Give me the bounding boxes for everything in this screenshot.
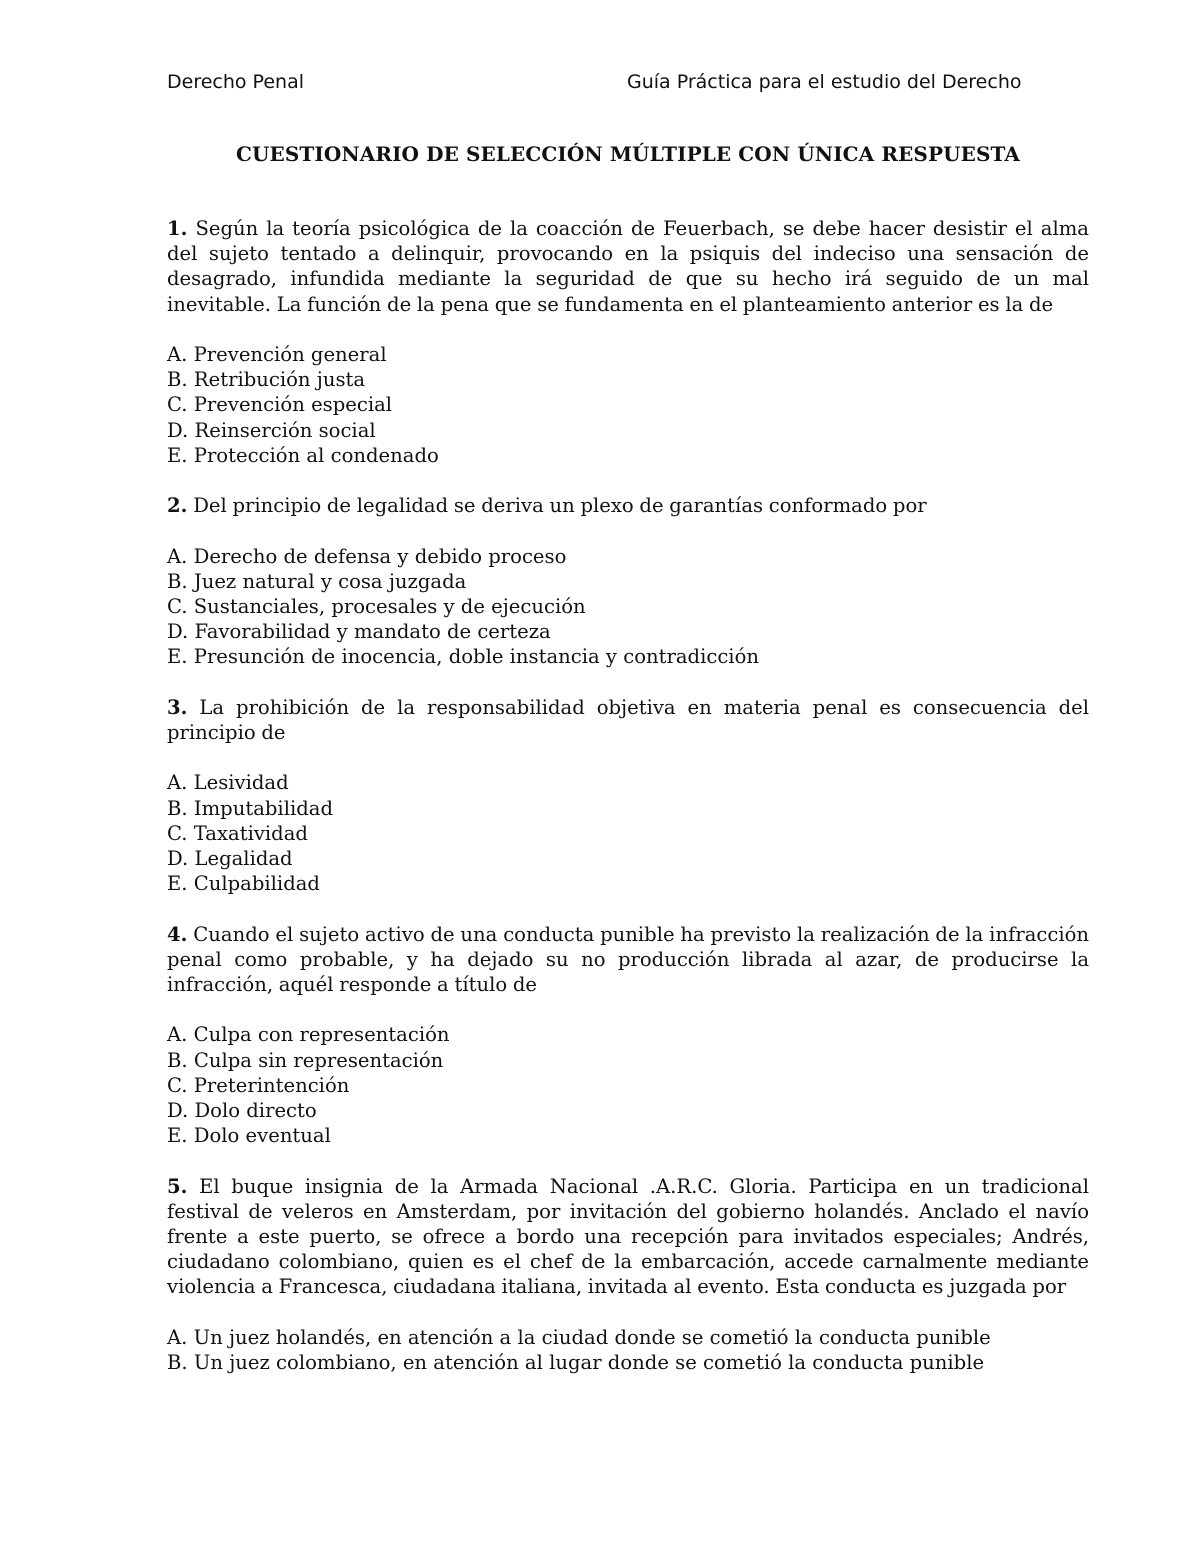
question-2 (167, 493, 1089, 669)
option-a: A. Un juez holandés, en atención a la ciudad donde se cometió la conducta punible (167, 1325, 991, 1349)
option-e: E. Dolo eventual (167, 1124, 331, 1148)
question-text (167, 1174, 1089, 1300)
question-body: El buque insignia de la Armada Nacional .A.R.C. Gloria. Participa en un tradicional festival de veleros en Amsterdam, por invitación del gobierno holandés. Anclado el navío frente a este puerto, se ofrece a bordo una recepción para invitados especiales; Andrés, ciudadano colombiano, quien es el chef de la embarcación, accede carnalmente mediante violencia a Francesca, ciudadana italiana, invitada al evento. Esta conducta es juzgada por (167, 1174, 1089, 1299)
question-number: 1. (167, 217, 188, 240)
option-b: B. Juez natural y cosa juzgada (167, 569, 467, 593)
option-c: C. Sustanciales, procesales y de ejecución (167, 595, 586, 618)
header-left-text: Derecho Penal (167, 71, 304, 93)
question-number: 5. (167, 1174, 188, 1198)
option-b: B. Retribución justa (167, 368, 366, 392)
option-a: A. Culpa con representación (167, 1023, 450, 1047)
option-list (167, 770, 1089, 896)
option-d: D. Legalidad (167, 847, 293, 870)
question-body: Del principio de legalidad se deriva un plexo de garantías conformado por (187, 494, 927, 518)
option-c: C. Taxatividad (167, 821, 308, 845)
option-a: A. Lesividad (167, 771, 289, 795)
option-d: D. Favorabilidad y mandato de certeza (167, 620, 551, 644)
question-text (167, 216, 1089, 317)
option-list (167, 1325, 1089, 1375)
option-b: B. Imputabilidad (167, 796, 334, 820)
option-e: E. Presunción de inocencia, doble instancia y contradicción (167, 645, 759, 669)
option-d: D. Dolo directo (167, 1099, 317, 1122)
question-text (167, 922, 1089, 998)
question-5 (167, 1174, 1089, 1376)
question-number: 3. (167, 695, 188, 719)
option-c: C. Prevención especial (167, 393, 393, 417)
header-right-text: Guía Práctica para el estudio del Derecho (627, 71, 1022, 93)
option-b: B. Culpa sin representación (167, 1048, 444, 1072)
option-list (167, 544, 1089, 670)
option-a: A. Prevención general (167, 343, 387, 366)
question-body: Cuando el sujeto activo de una conducta punible ha previsto la realización de la infracción penal como probable, y ha dejado su no producción librada al azar, de producirse la infracción, aquél responde a título de (167, 922, 1089, 996)
option-b: B. Un juez colombiano, en atención al lugar donde se cometió la conducta punible (167, 1351, 985, 1374)
question-body: Según la teoría psicológica de la coacción de Feuerbach, se debe hacer desistir el alma del sujeto tentado a delinquir, provocando en la psiquis del indeciso una sensación de desagrado, infundida mediante la seguridad de que su hecho irá seguido de un mal inevitable. La función de la pena que se fundamenta en el planteamiento anterior es la de (167, 217, 1089, 316)
question-1 (167, 216, 1089, 468)
document-title: CUESTIONARIO DE SELECCIÓN MÚLTIPLE CON ÚNICA RESPUESTA (235, 142, 1021, 166)
option-list (167, 342, 1089, 468)
option-c: C. Preterintención (167, 1073, 350, 1097)
question-body: La prohibición de la responsabilidad objetiva en materia penal es consecuencia del principio de (167, 695, 1089, 744)
question-4 (167, 922, 1089, 1149)
question-3 (167, 695, 1089, 897)
option-e: E. Culpabilidad (167, 872, 320, 896)
question-text (167, 695, 1089, 745)
option-list (167, 1022, 1089, 1148)
question-list (167, 216, 1089, 1400)
question-text (167, 493, 1089, 518)
option-d: D. Reinserción social (167, 418, 376, 442)
page-header (167, 68, 1089, 96)
question-number: 4. (167, 922, 188, 946)
option-a: A. Derecho de defensa y debido proceso (167, 544, 567, 568)
question-number: 2. (167, 494, 188, 518)
option-e: E. Protección al condenado (167, 443, 439, 467)
